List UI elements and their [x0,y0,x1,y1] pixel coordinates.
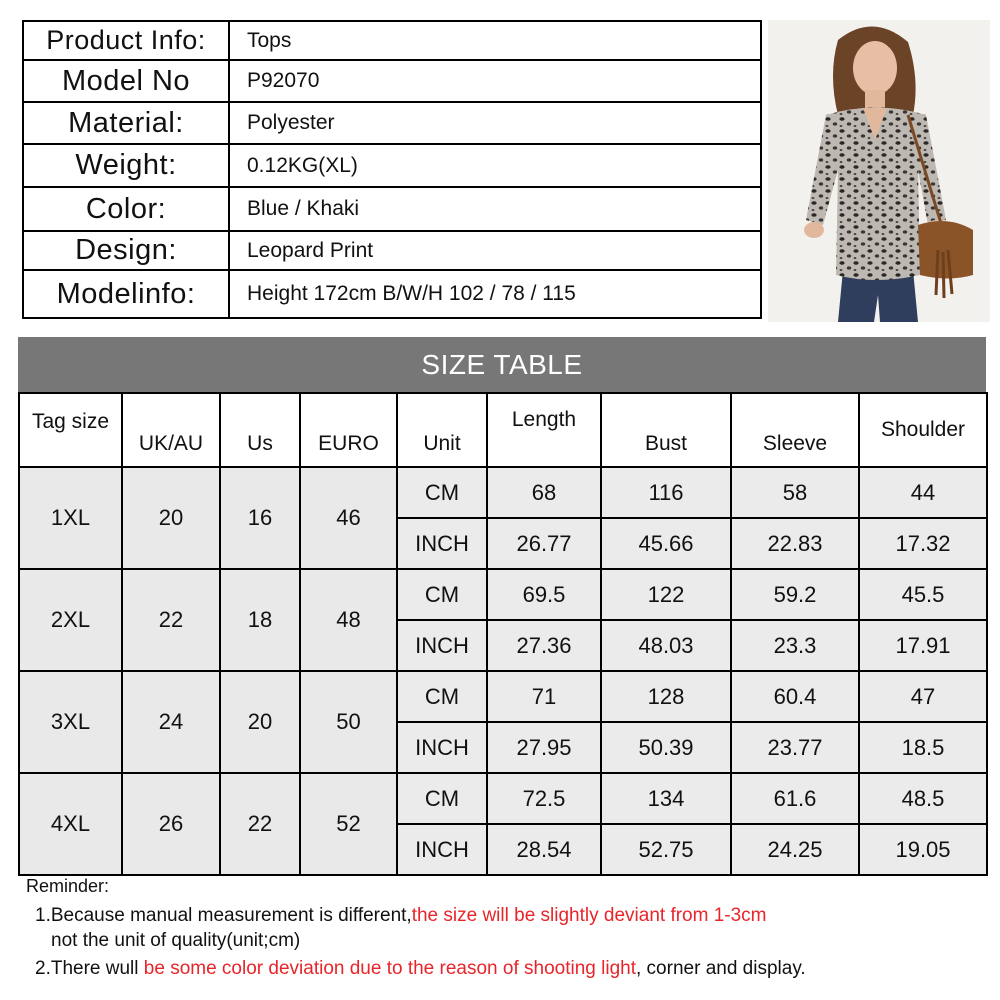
table-row [19,467,987,518]
size-table-section [18,337,986,862]
column-header: Length [487,393,601,467]
sleeve-cell: 60.4 [731,671,859,722]
sleeve-cell: 58 [731,467,859,518]
euro-cell: 48 [300,569,397,671]
us-cell: 22 [220,773,300,875]
info-row [23,270,761,318]
reminder-text: 1.Because manual measurement is different, [35,905,412,926]
model-photo [768,20,990,322]
euro-cell: 52 [300,773,397,875]
info-row [23,60,761,102]
uk-au-cell: 24 [122,671,220,773]
tag-size-cell: 3XL [19,671,122,773]
info-value: 0.12KG(XL) [229,144,761,187]
unit-cell: INCH [397,518,487,569]
tag-size-cell: 4XL [19,773,122,875]
bust-cell: 45.66 [601,518,731,569]
info-label: Product Info: [23,21,229,60]
sleeve-cell: 23.77 [731,722,859,773]
info-row [23,144,761,187]
column-header: Bust [601,393,731,467]
reminder-line-1-continued: not the unit of quality(unit;cm) [51,930,301,951]
info-row [23,21,761,60]
column-header: Unit [397,393,487,467]
shoulder-cell: 17.91 [859,620,987,671]
info-row [23,187,761,231]
shoulder-cell: 17.32 [859,518,987,569]
unit-cell: INCH [397,824,487,875]
column-header: Shoulder [859,393,987,467]
unit-cell: CM [397,671,487,722]
info-row [23,231,761,270]
euro-cell: 46 [300,467,397,569]
reminder-section [26,874,986,981]
info-label: Material: [23,102,229,144]
uk-au-cell: 20 [122,467,220,569]
uk-au-cell: 22 [122,569,220,671]
column-header: Tag size [19,393,122,467]
reminder-highlight: the size will be slightly deviant from 1-3cm [411,905,767,926]
table-row [19,671,987,722]
sleeve-cell: 61.6 [731,773,859,824]
info-label: Model No [23,60,229,102]
info-value: Blue / Khaki [229,187,761,231]
info-value: Polyester [229,102,761,144]
reminder-text: , corner and display. [636,958,806,979]
column-header: Sleeve [731,393,859,467]
column-header: Us [220,393,300,467]
info-row [23,102,761,144]
sleeve-cell: 24.25 [731,824,859,875]
tag-size-cell: 1XL [19,467,122,569]
sleeve-cell: 59.2 [731,569,859,620]
length-cell: 27.36 [487,620,601,671]
length-cell: 71 [487,671,601,722]
bust-cell: 134 [601,773,731,824]
info-label: Color: [23,187,229,231]
tag-size-cell: 2XL [19,569,122,671]
info-label: Design: [23,231,229,270]
length-cell: 72.5 [487,773,601,824]
bust-cell: 116 [601,467,731,518]
reminder-text: 2.There wull [35,958,144,979]
shoulder-cell: 18.5 [859,722,987,773]
table-row [19,569,987,620]
length-cell: 27.95 [487,722,601,773]
size-table-header-row [19,393,987,467]
info-value: P92070 [229,60,761,102]
us-cell: 16 [220,467,300,569]
shoulder-cell: 47 [859,671,987,722]
reminder-title: Reminder: [26,876,110,896]
length-cell: 26.77 [487,518,601,569]
shoulder-cell: 45.5 [859,569,987,620]
sleeve-cell: 23.3 [731,620,859,671]
reminder-line-2 [26,956,986,981]
sleeve-cell: 22.83 [731,518,859,569]
table-row [19,773,987,824]
reminder-line-1 [26,903,986,928]
size-table [18,392,988,876]
us-cell: 20 [220,671,300,773]
unit-cell: CM [397,467,487,518]
product-info-table [22,20,762,319]
bust-cell: 128 [601,671,731,722]
length-cell: 28.54 [487,824,601,875]
bust-cell: 52.75 [601,824,731,875]
length-cell: 69.5 [487,569,601,620]
reminder-highlight: be some color deviation due to the reason of shooting light [143,958,636,979]
info-value: Tops [229,21,761,60]
unit-cell: CM [397,569,487,620]
shoulder-cell: 19.05 [859,824,987,875]
info-value: Leopard Print [229,231,761,270]
size-table-title: SIZE TABLE [18,337,986,392]
shoulder-cell: 44 [859,467,987,518]
length-cell: 68 [487,467,601,518]
info-label: Weight: [23,144,229,187]
info-label: Modelinfo: [23,270,229,318]
column-header: UK/AU [122,393,220,467]
euro-cell: 50 [300,671,397,773]
bust-cell: 48.03 [601,620,731,671]
us-cell: 18 [220,569,300,671]
column-header: EURO [300,393,397,467]
bust-cell: 50.39 [601,722,731,773]
unit-cell: INCH [397,722,487,773]
bust-cell: 122 [601,569,731,620]
info-value: Height 172cm B/W/H 102 / 78 / 115 [229,270,761,318]
shoulder-cell: 48.5 [859,773,987,824]
unit-cell: CM [397,773,487,824]
uk-au-cell: 26 [122,773,220,875]
unit-cell: INCH [397,620,487,671]
model-illustration [768,20,990,322]
